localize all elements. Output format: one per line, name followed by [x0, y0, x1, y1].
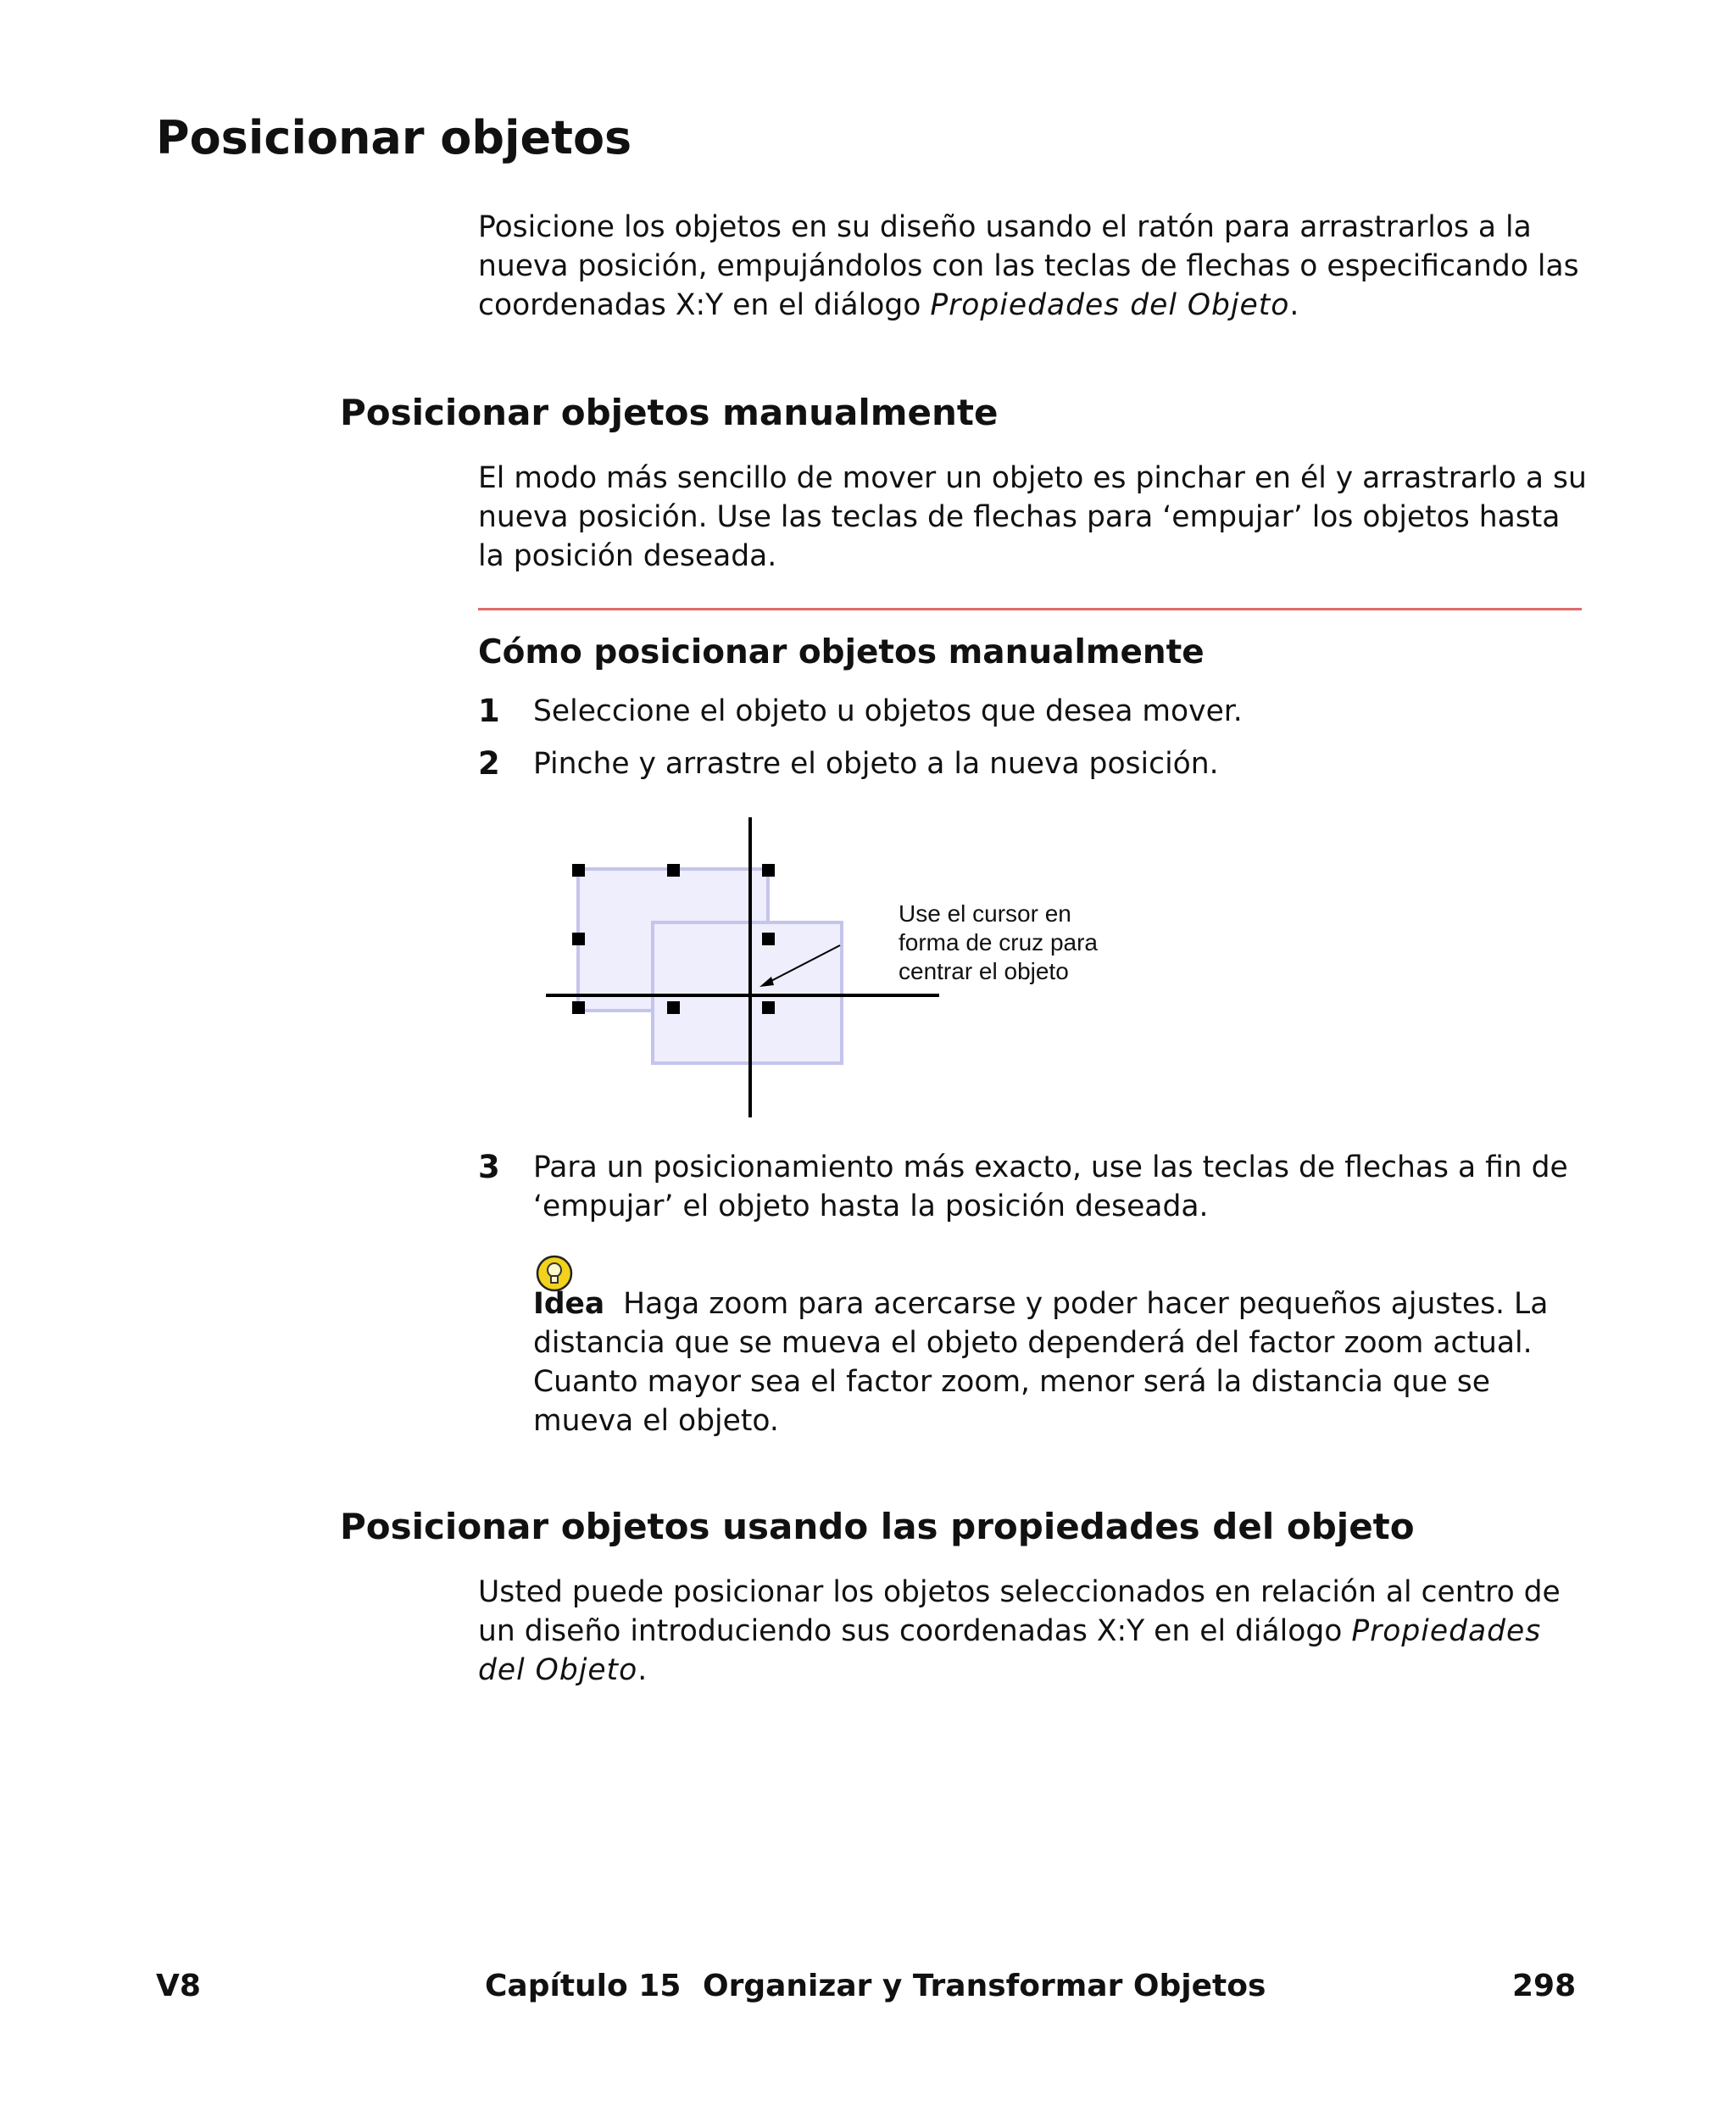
selection-handle [762, 933, 775, 945]
moved-object [653, 922, 842, 1063]
footer-chapter: Capítulo 15 [485, 1969, 682, 2003]
selection-handle [667, 864, 680, 877]
page-title: Posicionar objetos [156, 111, 632, 164]
tip-note [533, 1284, 1589, 1440]
selection-handle [762, 1001, 775, 1014]
section-heading-properties: Posicionar objetos usando las propiedades del objeto [340, 1506, 1415, 1547]
positioning-figure [542, 814, 1136, 1121]
footer-version: V8 [156, 1969, 201, 2003]
selection-handle [572, 1001, 585, 1014]
step-number-1: 1 [478, 693, 500, 729]
step-text-2: Pinche y arrastre el objeto a la nueva posición. [533, 747, 1219, 781]
step-text-3: Para un posicionamiento más exacto, use las teclas de flechas a fin de ‘empujar’ el objeto hasta la posición deseada. [533, 1150, 1568, 1223]
figure-caption-line-1: Use el cursor en [899, 900, 1071, 927]
intro-text-end: . [1289, 288, 1299, 322]
step-number-2: 2 [478, 745, 500, 782]
section-divider [478, 608, 1582, 610]
footer-chapter-title: Organizar y Transformar Objetos [703, 1969, 1266, 2003]
selection-handle [572, 933, 585, 945]
step-text-1: Seleccione el objeto u objetos que desea mover. [533, 694, 1243, 728]
footer-page-number: 298 [1512, 1969, 1577, 2003]
selection-handle [762, 864, 775, 877]
intro-dialog-name: Propiedades del Objeto [930, 288, 1290, 322]
selection-handle [667, 1001, 680, 1014]
properties-paragraph [478, 1573, 1589, 1690]
step-number-3: 3 [478, 1149, 500, 1185]
selection-handle [572, 864, 585, 877]
manual-paragraph: El modo más sencillo de mover un objeto es pinchar en él y arrastrarlo a su nueva posición. Use las teclas de flechas para ‘empujar’ los objetos hasta la posición deseada. [478, 461, 1587, 573]
tip-label: Idea [533, 1287, 605, 1321]
figure-caption-line-3: centrar el objeto [899, 958, 1069, 984]
properties-dialog-name: Propiedades del Objeto [478, 1614, 1542, 1687]
figure-caption-line-2: forma de cruz para [899, 929, 1098, 955]
tip-text: Haga zoom para acercarse y poder hacer pequeños ajustes. La distancia que se mueva el objeto dependerá del factor zoom actual. Cuanto mayor sea el factor zoom, menor será la distancia que se mueva el objeto. [533, 1287, 1549, 1438]
intro-text: Posicione los objetos en su diseño usando el ratón para arrastrarlos a la nueva posición, empujándolos con las teclas de flechas o especificando las coordenadas X:Y en el diálogo [478, 210, 1579, 322]
howto-heading: Cómo posicionar objetos manualmente [478, 633, 1205, 671]
properties-text-end: . [637, 1653, 648, 1687]
intro-paragraph [478, 208, 1589, 325]
section-heading-manual: Posicionar objetos manualmente [340, 392, 999, 433]
properties-text: Usted puede posicionar los objetos seleccionados en relación al centro de un diseño introduciendo sus coordenadas X:Y en el diálogo [478, 1575, 1561, 1648]
